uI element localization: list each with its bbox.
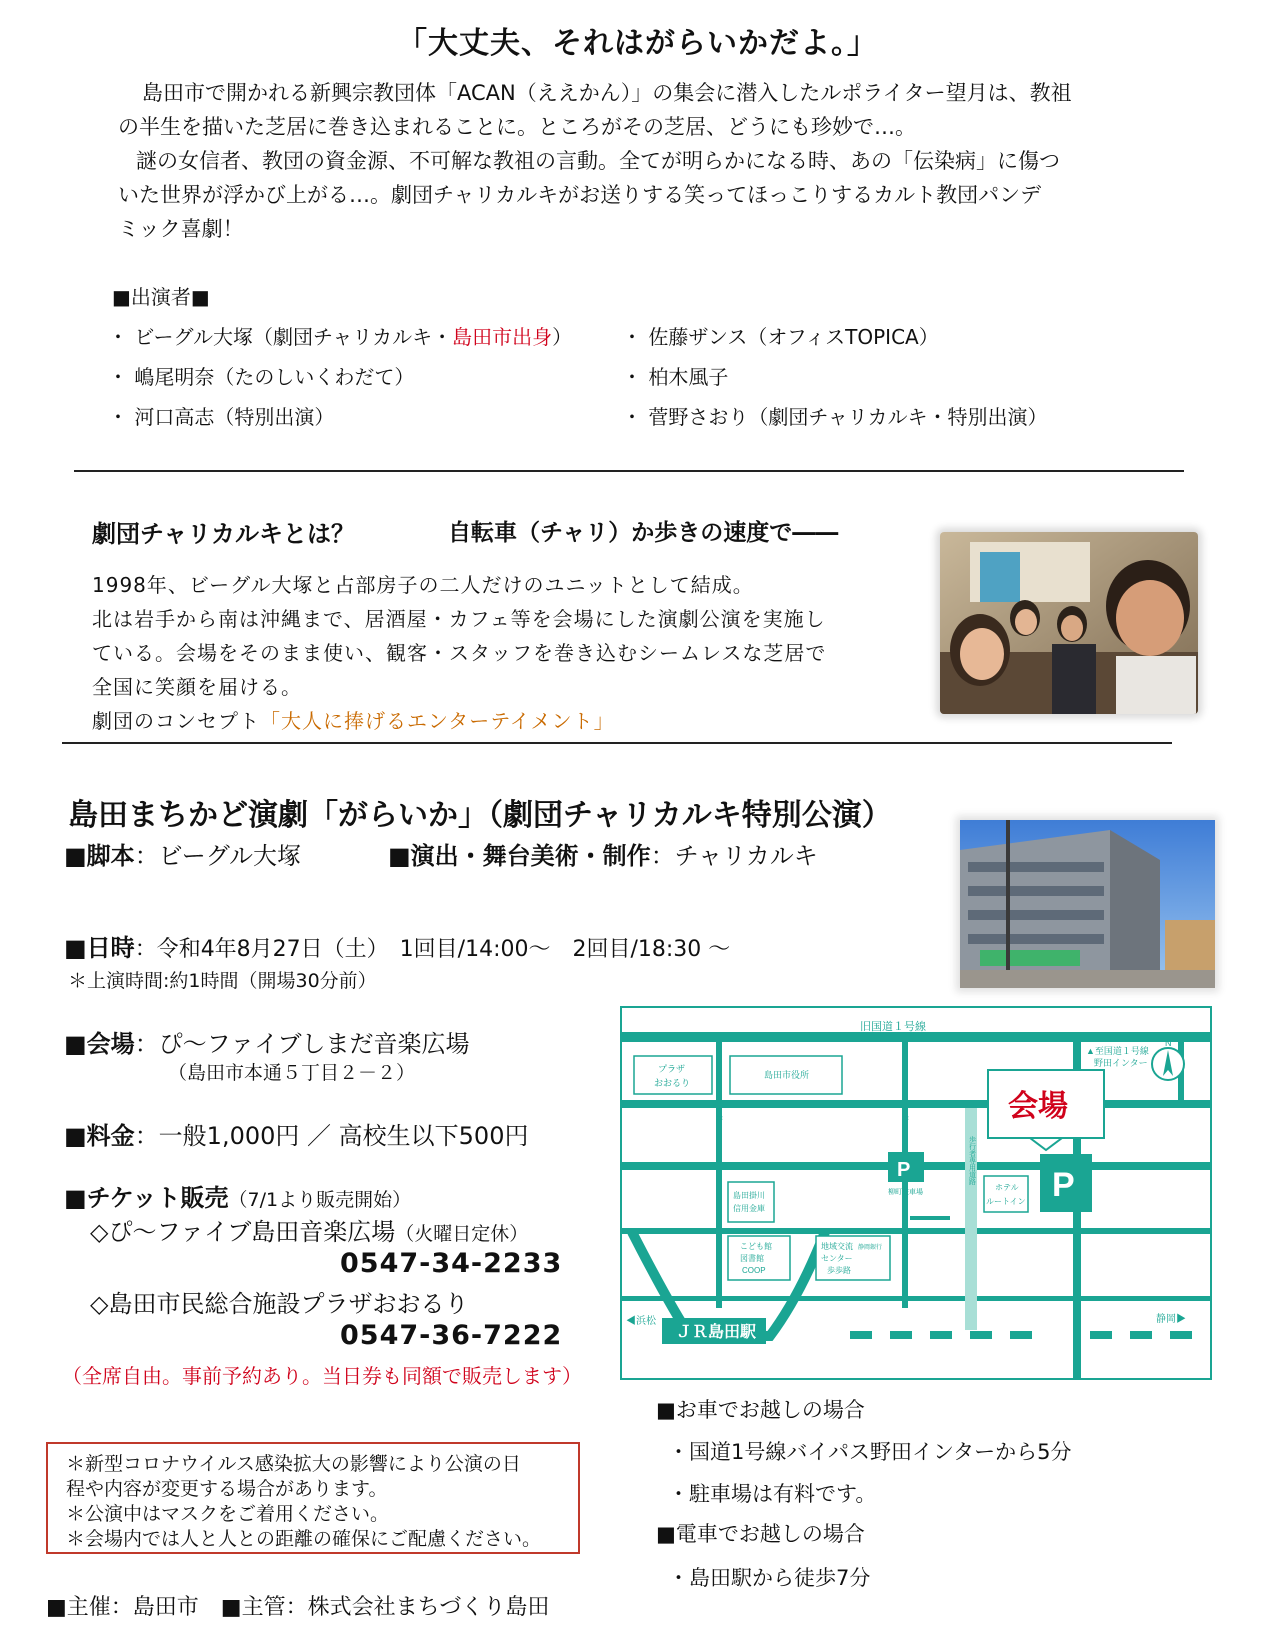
ticket-label: ■チケット販売 [64,1184,229,1212]
map-plaza: おおるり [654,1078,691,1088]
map-bank: 島田掛川 [733,1191,765,1200]
event-title: 島田まちかど演劇「がらいか」（劇団チャリカルキ特別公演） [68,798,892,833]
cast-member: ・ 佐藤ザンス（オフィスTOPICA） [622,325,939,349]
cast-highlight: 島田市出身 [452,325,553,349]
notice-line: 程や内容が変更する場合があります。 [66,1478,388,1500]
map-hotel: ルートイン [986,1197,1026,1206]
troupe-line: 北は岩手から南は沖縄まで、居酒屋・カフェ等を会場にした演劇公演を実施し [92,607,826,631]
map-route-label: ▲至国道１号線 [1086,1046,1149,1056]
date-label: ■日時 [64,934,135,962]
ticket-note: （7/1より販売開始） [228,1189,412,1211]
phone-2: 0547-36-7222 [340,1320,563,1351]
intro-text [118,76,1158,246]
car-access-2: ・駐車場は有料です。 [668,1482,877,1506]
train-access-1: ・島田駅から徒歩7分 [668,1566,871,1590]
car-access-1: ・国道1号線バイパス野田インターから5分 [668,1440,1072,1464]
map-shizuoka: 静岡▶ [1156,1314,1186,1325]
venue-value: ：ぴ～ファイブしまだ音楽広場 [134,1030,470,1058]
car-heading: ■お車でお越しの場合 [656,1398,865,1422]
cast-member [108,321,572,350]
map-center: センター [821,1254,853,1263]
outlet-1 [90,1212,528,1247]
outlet-1-name: ◇ぴ～ファイブ島田音楽広場 [90,1218,396,1246]
notice-line: ＊新型コロナウイルス感染拡大の影響により公演の日 [66,1453,521,1475]
notice-line: ＊公演中はマスクをご着用ください。 [66,1503,390,1525]
direction-row [388,836,818,871]
troupe-subheading: 自転車（チャリ）か歩きの速度で―― [448,520,839,546]
outlet-2: ◇島田市民総合施設プラザおおるり [90,1290,469,1318]
script-value: ：ビーグル大塚 [134,842,302,870]
venue-photo [960,820,1215,988]
cast-member: ・ 菅野さおり（劇団チャリカルキ・特別出演） [622,405,1048,429]
divider [74,470,1184,472]
map-center: 歩歩路 [827,1266,851,1275]
map-bank: 信用金庫 [733,1204,765,1213]
ticket-row [64,1178,411,1213]
direction-value: ：チャリカルキ [650,842,818,870]
price-label: ■料金 [64,1122,135,1150]
map-plaza: プラザ [658,1064,686,1074]
direction-label: ■演出・舞台美術・制作 [388,842,651,870]
seating-note: （全席自由。事前予約あり。当日券も同額で販売します） [62,1364,582,1388]
map-parking-small: P [897,1159,911,1181]
concept-label: 劇団のコンセプト [92,709,260,733]
intro-line: いた世界が浮かび上がる…。劇団チャリカルキがお送りする笑ってほっこりするカルト教団パンデ [118,183,1042,207]
intro-line: の半生を描いた芝居に巻き込まれることに。ところがその芝居、どうにも珍妙で…。 [118,115,916,139]
price-value: ：一般1,000円 ／ 高校生以下500円 [134,1122,529,1150]
map-city-hall: 島田市役所 [764,1070,810,1080]
cast-heading: ■出演者■ [112,285,210,309]
date-row [64,928,730,963]
duration-note: ＊上演時間:約1時間（開場30分前） [68,970,377,992]
cast-suffix: ） [552,325,573,349]
notice-box [46,1442,580,1554]
troupe-description [92,568,912,738]
phone-1: 0547-34-2233 [340,1248,563,1279]
outlet-1-note: （火曜日定休） [395,1223,529,1245]
map-kids: こども館 [740,1242,772,1251]
divider [62,742,1172,744]
troupe-line: 全国に笑顔を届ける。 [92,675,302,699]
map-parking-name: 柳町駐車場 [888,1189,923,1196]
venue-label: ■会場 [64,1030,135,1058]
cast-member: ・ 嶋尾明奈（たのしいくわだて） [108,365,415,389]
map-center: 地域交流 [821,1242,853,1251]
map-hotel: ホテル [995,1183,1019,1192]
map-walkway: 歩行者専用道路 [968,1136,976,1185]
map-station: ＪＲ島田駅 [676,1324,757,1341]
map-route-label: 野田インター [1094,1058,1148,1068]
train-heading: ■電車でお越しの場合 [656,1522,865,1546]
notice-line: ＊会場内では人と人との距離の確保にご配慮ください。 [66,1528,542,1550]
script-row [64,836,301,871]
intro-line: ミック喜劇！ [118,217,244,241]
compass-label: N [1165,1038,1172,1048]
script-label: ■脚本 [64,842,135,870]
price-row [64,1116,528,1151]
map-venue-label: 会場 [1008,1090,1068,1123]
cast-name: ・ ビーグル大塚（劇団チャリカルキ・ [108,325,453,349]
venue-address: （島田市本通５丁目２－２） [168,1062,416,1084]
cast-member: ・ 柏木風子 [622,365,729,389]
intro-line: 謎の女信者、教団の資金源、不可解な教祖の言動。全てが明らかになる時、あの「伝染病」に傷つ [136,149,1060,173]
troupe-line: ている。会場をそのまま使い、観客・スタッフを巻き込むシームレスな芝居で [92,641,827,665]
venue-map [620,1006,1212,1380]
map-kids: 図書館 [740,1254,764,1263]
page-title: 「大丈夫、それはがらいかだよ。」 [397,26,878,61]
troupe-heading: 劇団チャリカルキとは？ [92,520,356,548]
map-hamamatsu: ◀浜松 [626,1316,656,1327]
troupe-concept [92,704,912,738]
concept-text: 「大人に捧げるエンターテイメント」 [260,709,615,733]
venue-row [64,1024,470,1059]
date-value: ：令和4年8月27日（土） 1回目/14:00～ 2回目/18:30 ～ [134,937,731,962]
river-icon: ≈ [902,1111,909,1125]
map-parking: P [1052,1166,1075,1204]
troupe-photo [940,532,1198,714]
organizers: ■主催：島田市 ■主管：株式会社まちづくり島田 [46,1595,550,1620]
intro-line: 島田市で開かれる新興宗教団体「ACAN（ええかん）」の集会に潜入したルポライター望月は、教祖 [142,81,1072,105]
troupe-line: 1998年、ビーグル大塚と占部房子の二人だけのユニットとして結成。 [92,573,754,597]
cast-member: ・ 河口高志（特別出演） [108,405,335,429]
river-icon: ≈ [716,1111,723,1125]
map-road-label: 旧国道１号線 [860,1021,926,1033]
map-kids: COOP [742,1266,766,1275]
map-shizuoka-bank: 静岡銀行 [858,1245,883,1251]
